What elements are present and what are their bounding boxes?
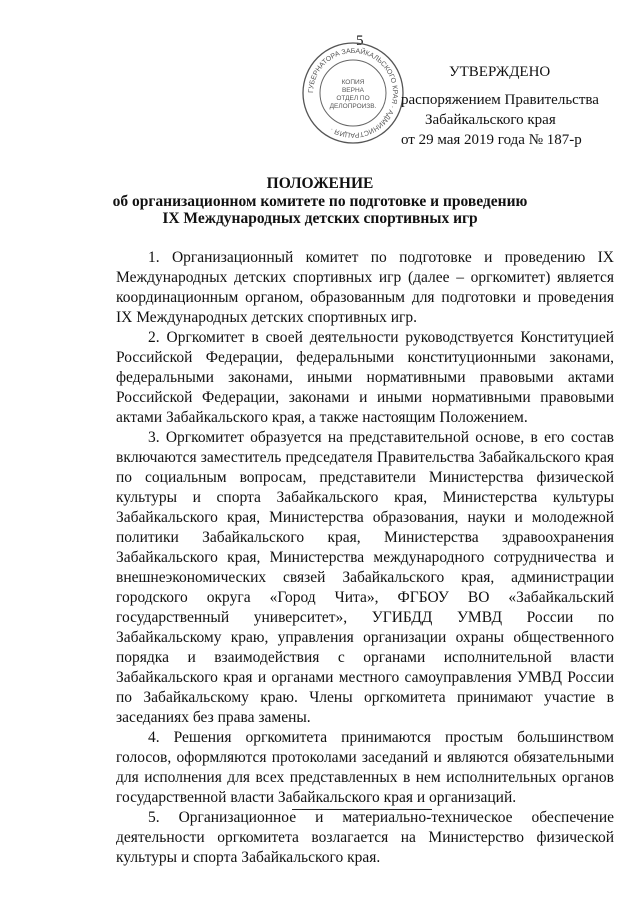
approved-label: УТВЕРЖДЕНО — [449, 64, 551, 80]
approval-line: распоряжением Правительства — [401, 92, 599, 108]
approval-block — [398, 62, 628, 150]
stamp-center-line: ВЕРНА — [341, 87, 365, 94]
closing-rule — [292, 809, 432, 810]
document-body — [116, 248, 614, 868]
paragraph-1: 1. Организационный комитет по подготовке и проведению IX Международных детских спортивных игр (далее – оргкомитет) является координационным органом, образованным для подготовки и проведения IX Международных детских спортивных игр. — [116, 249, 614, 326]
paragraph-3: 3. Оргкомитет образуется на представительной основе, в его состав включаются заместитель председателя Правительства Забайкальского края по социальным вопросам, представители Министерства физической культуры и спорта Забайкальского края, Министерства культуры Забайкальского края, Министерства образования, науки и молодежной политики Забайкальского края, Министерства здравоохранения Забайкальского края, Министерства международного сотрудничества и внешнеэкономических связей Забайкальского края, администрации городского округа «Город Чита», ФГБОУ ВО «Забайкальский государственный университет», УГИБДД УМВД России по Забайкальскому краю, управления организации охраны общественного порядка и взаимодействия с органами исполнительной власти Забайкальского края и органами местного самоуправления УМВД России по Забайкальскому краю. Члены оргкомитета принимают участие в заседаниях без права замены. — [116, 429, 614, 726]
stamp-center-line: ОТДЕЛ ПО — [336, 95, 370, 102]
document-title-line: об организационном комитете по подготовке и проведению — [112, 193, 528, 210]
approval-line: Забайкальского края — [425, 112, 556, 128]
paragraph-2: 2. Оргкомитет в своей деятельности руководствуется Конституцией Российской Федерации, федеральными конституционными законами, федеральными законами, иными нормативными правовыми актами Российской Федерации, законами и иными нормативными правовыми актами Забайкальского края, а также настоящим Положением. — [116, 329, 614, 426]
official-stamp — [300, 40, 406, 146]
paragraph-4: 4. Решения оргкомитета принимаются простым большинством голосов, оформляются протоколами заседаний и являются обязательными для исполнения для всех представленных в нем исполнительных органов государственной власти Забайкальского края и организаций. — [116, 729, 614, 806]
document-title — [0, 175, 640, 227]
document-title-line: IX Международных детских спортивных игр — [162, 210, 478, 227]
stamp-center-line: КОПИЯ — [341, 79, 365, 86]
document-title-main: ПОЛОЖЕНИЕ — [266, 175, 374, 192]
stamp-ring-text: ГУБЕРНАТОРА ЗАБАЙКАЛЬСКОГО КРАЯ · АДМИНИСТРАЦИЯ · — [307, 47, 399, 139]
page-number: 5 — [356, 33, 364, 49]
stamp-center-line: ДЕЛОПРОИЗВ. — [329, 103, 377, 110]
approval-date-line: от 29 мая 2019 года № 187-р — [401, 132, 582, 148]
paragraph-5: 5. Организационное и материально-техническое обеспечение деятельности оргкомитета возлагается на Министерство физической культуры и спорта Забайкальского края. — [116, 809, 614, 866]
